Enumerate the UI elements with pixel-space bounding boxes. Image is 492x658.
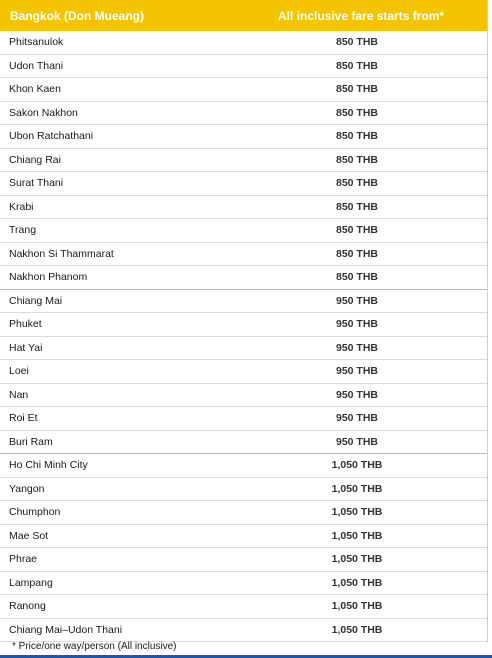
table-row (0, 125, 487, 149)
fare-cell: 1,050 THB (331, 482, 383, 495)
fare-cell: 1,050 THB (331, 529, 383, 542)
fare-cell: 950 THB (335, 365, 378, 378)
destination-cell: Nan (9, 388, 29, 401)
fare-cell: 1,050 THB (331, 623, 383, 636)
fare-cell: 850 THB (335, 83, 378, 96)
fare-cell: 850 THB (335, 247, 378, 260)
destination-cell: Ranong (9, 600, 46, 613)
fare-cell: 1,050 THB (331, 553, 383, 566)
fare-cell: 1,050 THB (331, 506, 383, 519)
table-header (0, 0, 487, 31)
table-row (0, 454, 487, 478)
destination-cell: Udon Thani (9, 59, 64, 72)
table-row (0, 384, 487, 408)
table-row (0, 337, 487, 361)
fare-cell: 1,050 THB (331, 459, 383, 472)
table-row (0, 548, 487, 572)
table-row (0, 431, 487, 455)
table-row (0, 290, 487, 314)
table-row (0, 102, 487, 126)
footnote: * Price/one way/person (All inclusive) (12, 641, 177, 652)
destination-cell: Hat Yai (9, 341, 43, 354)
destination-cell: Khon Kaen (9, 83, 61, 96)
table-row (0, 407, 487, 431)
fare-cell: 850 THB (335, 224, 378, 237)
destination-cell: Roi Et (9, 412, 38, 425)
table-row (0, 196, 487, 220)
table-row (0, 243, 487, 267)
destination-cell: Chiang Rai (9, 153, 61, 166)
fare-cell: 850 THB (335, 200, 378, 213)
destination-cell: Chiang Mai–Udon Thani (9, 623, 123, 636)
destination-cell: Surat Thani (9, 177, 64, 190)
table-row (0, 360, 487, 384)
fare-header: All inclusive fare starts from* (278, 8, 445, 23)
table-row (0, 619, 487, 643)
fare-cell: 850 THB (335, 106, 378, 119)
destination-cell: Loei (9, 365, 29, 378)
table-row (0, 31, 487, 55)
origin-header: Bangkok (Don Mueang) (10, 8, 144, 23)
table-row (0, 266, 487, 290)
table-row (0, 478, 487, 502)
fare-cell: 850 THB (335, 59, 378, 72)
fare-cell: 950 THB (335, 388, 378, 401)
fare-cell: 950 THB (335, 412, 378, 425)
table-row (0, 525, 487, 549)
destination-cell: Phitsanulok (9, 36, 64, 49)
table-row (0, 501, 487, 525)
table-row (0, 55, 487, 79)
fare-cell: 850 THB (335, 271, 378, 284)
fare-cell: 1,050 THB (331, 600, 383, 613)
destination-cell: Lampang (9, 576, 53, 589)
fare-cell: 850 THB (335, 177, 378, 190)
destination-cell: Phrae (9, 553, 38, 566)
fare-cell: 950 THB (335, 318, 378, 331)
fare-cell: 950 THB (335, 435, 378, 448)
table-row (0, 313, 487, 337)
destination-cell: Phuket (9, 318, 42, 331)
fare-cell: 950 THB (335, 341, 378, 354)
fare-cell: 850 THB (335, 36, 378, 49)
destination-cell: Chumphon (9, 506, 61, 519)
table-row (0, 149, 487, 173)
fare-cell: 850 THB (335, 153, 378, 166)
destination-cell: Ubon Ratchathani (9, 130, 94, 143)
destination-cell: Chiang Mai (9, 294, 63, 307)
destination-cell: Mae Sot (9, 529, 49, 542)
fare-cell: 850 THB (335, 130, 378, 143)
destination-cell: Sakon Nakhon (9, 106, 78, 119)
table-row (0, 78, 487, 102)
table-row (0, 219, 487, 243)
fare-cell: 1,050 THB (331, 576, 383, 589)
fare-cell: 950 THB (335, 294, 378, 307)
table-row (0, 595, 487, 619)
table-row (0, 572, 487, 596)
destination-cell: Yangon (9, 482, 45, 495)
destination-cell: Krabi (9, 200, 34, 213)
table-row (0, 172, 487, 196)
destination-cell: Ho Chi Minh City (9, 459, 88, 472)
destination-cell: Trang (9, 224, 37, 237)
fare-rows (0, 31, 487, 642)
destination-cell: Nakhon Si Thammarat (9, 247, 114, 260)
destination-cell: Buri Ram (9, 435, 53, 448)
destination-cell: Nakhon Phanom (9, 271, 88, 284)
